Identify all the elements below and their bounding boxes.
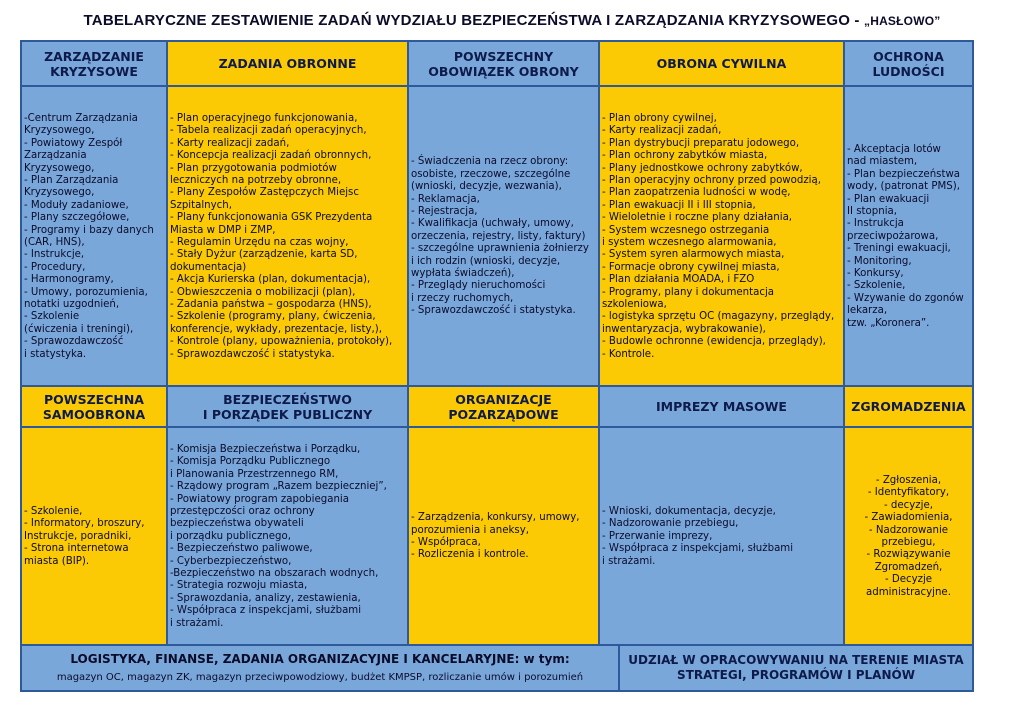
title-suffix: „HASŁOWO”: [864, 14, 941, 28]
header-zadania-obronne: ZADANIA OBRONNE: [166, 40, 409, 87]
footer-logistyka: [20, 644, 620, 692]
content-organizacje-pozarzadowe: - Zarządzenia, konkursy, umowy, porozumienia i aneksy, - Współpraca, - Rozliczenia i kontrole.: [407, 426, 600, 646]
content-ochrona-ludnosci: - Akceptacja lotów nad miastem, - Plan bezpieczeństwa wody, (patronat PMS), - Plan ewakuacji II stopnia, - Instrukcja przeciwpożarowa, - Treningi ewakuacji, - Monitoring, - Konkursy, - Szkolenie, - Wzywanie do zgonów lekarza, tzw. „Koronera”.: [843, 85, 974, 387]
content-zgromadzenia: - Zgłoszenia, - Identyfikatory, - decyzje, - Zawiadomienia, - Nadzorowanie przebiegu, - Rozwiązywanie Zgromadzeń, - Decyzje administracyjne.: [843, 426, 974, 646]
header-imprezy-masowe: IMPREZY MASOWE: [598, 385, 845, 428]
task-table: [20, 40, 974, 692]
content-zarzadzanie-kryzysowe: -Centrum Zarządzania Kryzysowego, - Powiatowy Zespół Zarządzania Kryzysowego, - Plan Zarządzania Kryzysowego, - Moduły zadaniowe, - Plany szczegółowe, - Programy i bazy danych (CAR, HNS), - Instrukcje, - Procedury, - Harmonogramy, - Umowy, porozumienia, notatki uzgodnień, - Szkolenie (ćwiczenia i treningi), - Sprawozdawczość i statystyka.: [20, 85, 168, 387]
content-obrona-cywilna: - Plan obrony cywilnej, - Karty realizacji zadań, - Plan dystrybucji preparatu jodowego, - Plan ochrony zabytków miasta, - Plany jednostkowe ochrony zabytków, - Plan operacyjny ochrony przed powodzią, - Plan zaopatrzenia ludności w wodę, - Plan ewakuacji II i III stopnia, - Wieloletnie i roczne plany działania, - System wczesnego ostrzegania i system wczesnego alarmowania, - System syren alarmowych miasta, - Formacje obrony cywilnej miasta, - Plan działania MOADA, i FZO - Programy, plany i dokumentacja szkoleniowa, - logistyka sprzętu OC (magazyny, przeglądy, inwentaryzacja, wybrakowanie), - Budowle ochronne (ewidencja, przeglądy), - Kontrole.: [598, 85, 845, 387]
footer-logistyka-details: magazyn OC, magazyn ZK, magazyn przeciwpowodziowy, budżet KMPSP, rozliczanie umów i porozumień: [56, 671, 584, 683]
content-zadania-obronne: - Plan operacyjnego funkcjonowania, - Tabela realizacji zadań operacyjnych, - Karty realizacji zadań, - Koncepcja realizacji zadań obronnych, - Plan przygotowania podmiotów leczniczych na potrzeby obronne, - Plany Zespołów Zastępczych Miejsc Szpitalnych, - Plany funkcjonowania GSK Prezydenta Miasta w DMP i ZMP, - Regulamin Urzędu na czas wojny, - Stały Dyżur (zarządzenie, karta SD, dokumentacja) - Akcja Kurierska (plan, dokumentacja), - Obwieszczenia o mobilizacji (plan), - Zadania państwa – gospodarza (HNS), - Szkolenie (programy, plany, ćwiczenia, konferencje, wykłady, prezentacje, listy,), - Kontrole (plany, upoważnienia, protokoły), - Sprawozdawczość i statystyka.: [166, 85, 409, 387]
content-powszechny-obowiazek-obrony: - Świadczenia na rzecz obrony: osobiste, rzeczowe, szczególne (wnioski, decyzje, wezwania), - Reklamacja, - Rejestracja, - Kwalifikacja (uchwały, umowy, orzeczenia, rejestry, listy, faktury) - szczególne uprawnienia żołnierzy i ich rodzin (wnioski, decyzje, wypłata świadczeń), - Przeglądy nieruchomości i rzeczy ruchomych, - Sprawozdawczość i statystyka.: [407, 85, 600, 387]
title-main: TABELARYCZNE ZESTAWIENIE ZADAŃ WYDZIAŁU BEZPIECZEŃSTWA I ZARZĄDZANIA KRYZYSOWEGO -: [83, 12, 864, 29]
header-obrona-cywilna: OBRONA CYWILNA: [598, 40, 845, 87]
content-bezpieczenstwo-porzadek: - Komisja Bezpieczeństwa i Porządku, - Komisja Porządku Publicznego i Planowania Przestrzennego RM, - Rządowy program „Razem bezpieczniej”, - Powiatowy program zapobiegania przestępczości oraz ochrony bezpieczeństwa obywateli i porządku publicznego, - Bezpieczeństwo paliwowe, - Cyberbezpieczeństwo, -Bezpieczeństwo na obszarach wodnych, - Strategia rozwoju miasta, - Sprawozdania, analizy, zestawienia, - Współpraca z inspekcjami, służbami i strażami.: [166, 426, 409, 646]
content-powszechna-samoobrona: - Szkolenie, - Informatory, broszury, Instrukcje, poradniki, - Strona internetowa miasta (BIP).: [20, 426, 168, 646]
footer-udzial-strategie: UDZIAŁ W OPRACOWYWANIU NA TERENIE MIASTA STRATEGI, PROGRAMÓW I PLANÓW: [618, 644, 974, 692]
footer-logistyka-title: LOGISTYKA, FINANSE, ZADANIA ORGANIZACYJNE I KANCELARYJNE: w tym:: [70, 651, 570, 666]
header-bezpieczenstwo-porzadek: BEZPIECZEŃSTWO I PORZĄDEK PUBLICZNY: [166, 385, 409, 428]
header-powszechna-samoobrona: POWSZECHNA SAMOOBRONA: [20, 385, 168, 428]
header-ochrona-ludnosci: OCHRONA LUDNOŚCI: [843, 40, 974, 87]
page-title: [0, 12, 1024, 29]
header-organizacje-pozarzadowe: ORGANIZACJE POZARZĄDOWE: [407, 385, 600, 428]
content-imprezy-masowe: - Wnioski, dokumentacja, decyzje, - Nadzorowanie przebiegu, - Przerwanie imprezy, - Współpraca z inspekcjami, służbami i strażami.: [598, 426, 845, 646]
header-zarzadzanie-kryzysowe: ZARZĄDZANIE KRYZYSOWE: [20, 40, 168, 87]
header-zgromadzenia: ZGROMADZENIA: [843, 385, 974, 428]
header-powszechny-obowiazek-obrony: POWSZECHNY OBOWIĄZEK OBRONY: [407, 40, 600, 87]
